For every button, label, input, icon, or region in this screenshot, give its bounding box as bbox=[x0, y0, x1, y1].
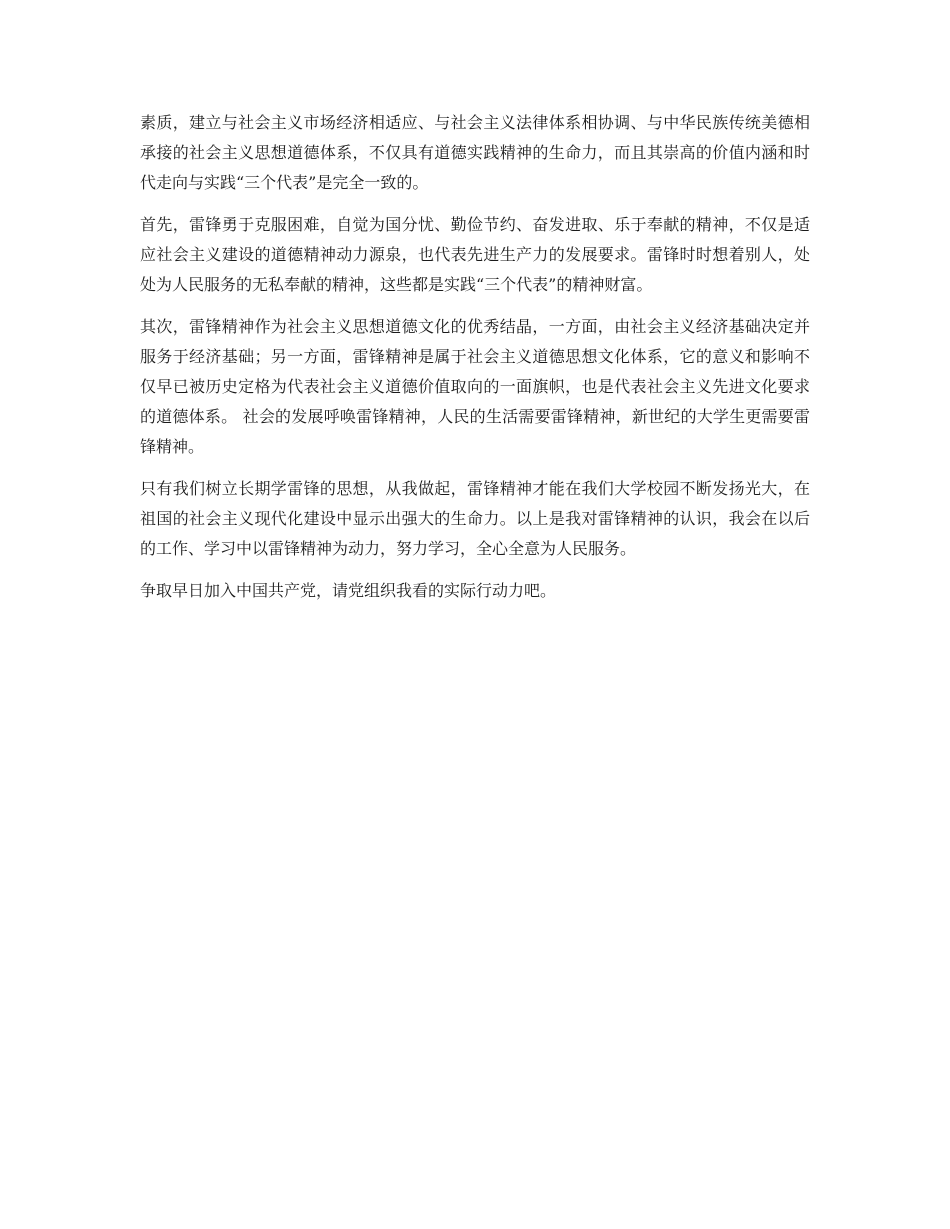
paragraph-5: 争取早日加入中国共产党，请党组织我看的实际行动力吧。 bbox=[140, 581, 557, 600]
paragraph-1: 素质，建立与社会主义市场经济相适应、与社会主义法律体系相协调、与中华民族传统美德相承接的社会主义思想道德体系，不仅具有道德实践精神的生命力，而且其崇高的价值内涵和时代走向与实践“三个代表”是完全一致的。 bbox=[140, 113, 810, 192]
document-body bbox=[140, 108, 810, 618]
paragraph-2: 首先，雷锋勇于克服困难，自觉为国分忧、勤俭节约、奋发进取、乐于奉献的精神，不仅是适应社会主义建设的道德精神动力源泉，也代表先进生产力的发展要求。雷锋时时想着别人，处处为人民服务的无私奉献的精神，这些都是实践“三个代表”的精神财富。 bbox=[140, 215, 810, 294]
paragraph-3: 其次，雷锋精神作为社会主义思想道德文化的优秀结晶，一方面，由社会主义经济基础决定并服务于经济基础；另一方面，雷锋精神是属于社会主义道德思想文化体系，它的意义和影响不仅早已被历史定格为代表社会主义道德价值取向的一面旗帜，也是代表社会主义先进文化要求的道德体系。 社会的发展呼唤雷锋精神，人民的生活需要雷锋精神，新世纪的大学生更需要雷锋精神。 bbox=[140, 317, 810, 456]
paragraph-4: 只有我们树立长期学雷锋的思想，从我做起，雷锋精神才能在我们大学校园不断发扬光大，在祖国的社会主义现代化建设中显示出强大的生命力。以上是我对雷锋精神的认识，我会在以后的工作、学习中以雷锋精神为动力，努力学习，全心全意为人民服务。 bbox=[140, 479, 810, 558]
